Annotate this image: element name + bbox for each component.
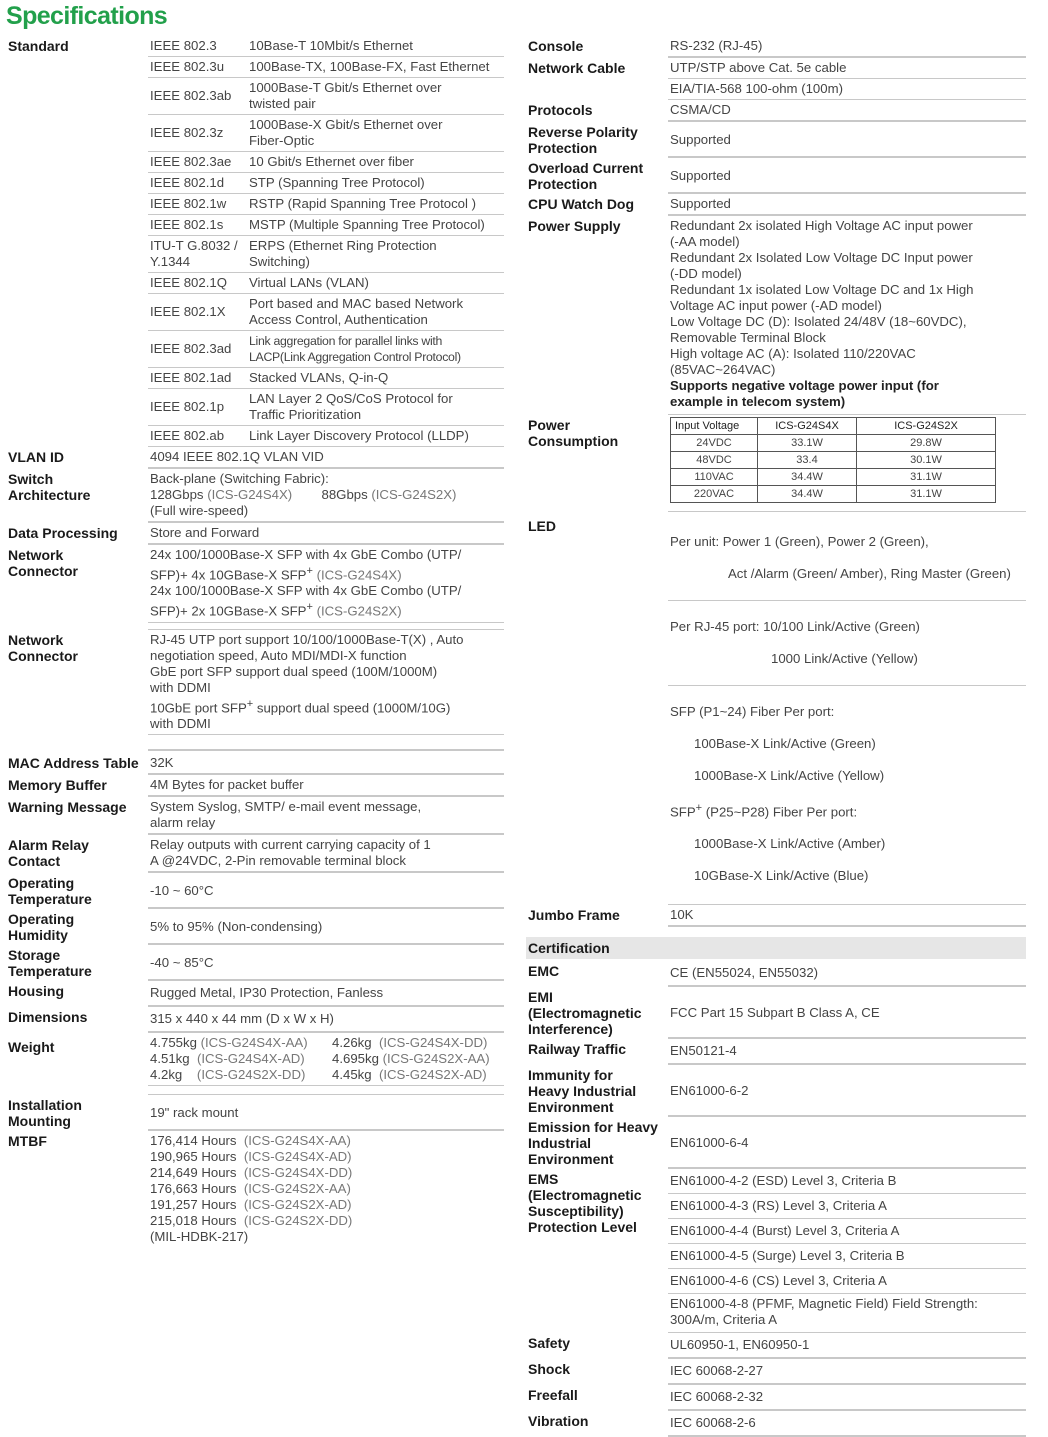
spec-label: Housing <box>8 983 64 1000</box>
standard-desc: Link aggregation for parallel links with LACP(Link Aggregation Control Protocol) <box>249 334 461 364</box>
spec-value: EN50121-4 <box>668 1039 1026 1064</box>
spec-value: Rugged Metal, IP30 Protection, Fanless <box>148 981 504 1006</box>
spec-value: Redundant 1x isolated Low Voltage DC and 1x High Voltage AC input power (-AD model) <box>670 282 974 313</box>
spec-row-emi <box>526 987 1026 1039</box>
bandwidth-value: 128Gbps <box>150 487 208 502</box>
table-header: Input Voltage <box>671 418 758 435</box>
weight-value: 4.695kg <box>332 1051 383 1067</box>
spec-label: Immunity for Heavy Industrial Environment <box>528 1067 637 1116</box>
spec-value: RJ-45 UTP port support 10/100/1000Base-T(X) , Auto negotiation speed, Auto MDI/MDI-X function <box>150 631 464 663</box>
standard-item <box>148 331 504 368</box>
plus-mark: + <box>246 697 254 710</box>
standard-code: IEEE 802.3 <box>150 38 217 53</box>
model-name: (ICS-G24S2X-AA) <box>243 1181 351 1197</box>
table-row <box>671 452 996 469</box>
spec-label: Operating Humidity <box>8 911 75 944</box>
mtbf-hours: 190,965 Hours <box>150 1149 244 1165</box>
weight-value: 4.45kg <box>332 1067 379 1083</box>
spec-row-storage-temp <box>6 945 504 981</box>
table-cell: 34.4W <box>758 486 857 503</box>
model-name: (ICS-G24S2X) <box>312 603 402 619</box>
standard-code: IEEE 802.1p <box>150 399 225 414</box>
spec-value: 315 x 440 x 44 mm (D x W x H) <box>148 1007 504 1032</box>
spec-row-housing <box>6 981 504 1007</box>
mtbf-hours: 176,414 Hours <box>150 1133 244 1149</box>
table-cell: 31.1W <box>857 469 996 486</box>
led-text: (P25~P28) Fiber Per port: <box>702 804 858 820</box>
standard-code: IEEE 802.3ae <box>150 154 232 169</box>
spec-value: UL60950-1, EN60950-1 <box>668 1333 1026 1358</box>
spec-value: EIA/TIA-568 100-ohm (100m) <box>668 79 1026 100</box>
spec-row-mtbf <box>6 1131 504 1247</box>
spec-label: CPU Watch Dog <box>528 196 635 212</box>
weight-item <box>150 1051 332 1067</box>
standard-desc: MSTP (Multiple Spanning Tree Protocol) <box>249 217 485 232</box>
spec-value: EN61000-6-4 <box>668 1117 1026 1168</box>
spec-value: High voltage AC (A): Isolated 110/220VAC (85VAC~264VAC) <box>670 346 916 377</box>
spec-row-jumbo <box>526 905 1026 927</box>
standard-item <box>148 236 504 273</box>
mtbf-list <box>148 1131 504 1247</box>
standard-code: IEEE 802.1X <box>150 304 226 319</box>
standard-code: IEEE 802.1s <box>150 217 224 232</box>
led-per-rj45 <box>668 601 1026 686</box>
weight-item <box>332 1067 504 1083</box>
spec-value: System Syslog, SMTP/ e-mail event message, alarm relay <box>148 797 504 834</box>
connector-desc: 24x 100/1000Base-X SFP with 4x GbE Combo (UTP/ SFP)+ 2x 10GBase-X SFP <box>150 583 462 619</box>
mtbf-item <box>150 1133 504 1149</box>
mtbf-item <box>150 1165 504 1181</box>
standard-code: IEEE 802.3ab <box>150 88 232 103</box>
mtbf-item <box>150 1149 504 1165</box>
connector-desc: 24x 100/1000Base-X SFP with 4x GbE Combo (UTP/ SFP)+ 4x 10GBase-X SFP <box>150 547 462 583</box>
model-name: (ICS-G24S2X-AD) <box>243 1197 352 1213</box>
spec-value: FCC Part 15 Subpart B Class A, CE <box>668 987 1026 1038</box>
spec-label: Vibration <box>528 1413 589 1430</box>
mtbf-hours: 191,257 Hours <box>150 1197 244 1213</box>
spec-value <box>148 487 504 503</box>
led-text: 1000 Link/Active (Yellow) <box>771 651 918 666</box>
bandwidth-value: 88Gbps <box>292 487 372 502</box>
spec-label: Alarm Relay Contact <box>8 837 89 870</box>
standard-code: IEEE 802.1Q <box>150 275 227 290</box>
spec-label: Operating Temperature <box>8 875 92 908</box>
standard-desc: Stacked VLANs, Q-in-Q <box>249 370 389 385</box>
spec-value <box>148 545 504 583</box>
spec-row-power-supply <box>526 216 1026 415</box>
standard-code: ITU-T G.8032 / Y.1344 <box>150 238 238 269</box>
spec-row-power-consumption <box>526 415 1026 512</box>
model-name: (ICS-G24S2X) <box>371 487 457 502</box>
table-cell: 34.4W <box>758 469 857 486</box>
led-per-unit <box>668 512 1026 601</box>
led-text: SFP (P1~24) Fiber Per port: <box>670 704 835 719</box>
spec-label: Power Consumption <box>528 417 619 449</box>
table-cell: 30.1W <box>857 452 996 469</box>
standard-item <box>148 215 504 236</box>
mtbf-item <box>150 1181 504 1197</box>
spec-value: Redundant 2x Isolated Low Voltage DC Input power (-DD model) <box>670 250 973 281</box>
spec-value <box>148 696 504 735</box>
spec-row-protocols <box>526 100 1026 122</box>
spec-value: CE (EN55024, EN55032) <box>668 961 1026 986</box>
spec-label: Warning Message <box>8 799 127 816</box>
table-row <box>671 469 996 486</box>
spec-label: Network Connector <box>8 631 78 664</box>
standard-item <box>148 426 504 447</box>
spec-value: Supported <box>668 158 1026 193</box>
weight-item <box>332 1051 504 1067</box>
spec-label: Shock <box>528 1361 571 1378</box>
spec-label: Network Connector <box>8 547 78 579</box>
spec-label: Switch Architecture <box>8 471 91 503</box>
weight-list <box>148 1033 504 1086</box>
port-desc: 10GbE port SFP <box>150 700 247 716</box>
spec-value: UTP/STP above Cat. 5e cable <box>668 58 1026 79</box>
spec-row-freefall <box>526 1385 1026 1411</box>
spec-value: Supported <box>668 122 1026 157</box>
spec-row-vibration <box>526 1411 1026 1437</box>
certification-header: Certification <box>526 937 1026 959</box>
model-name: (ICS-G24S4X-AA) <box>200 1035 308 1051</box>
standard-desc: 100Base-TX, 100Base-FX, Fast Ethernet <box>249 59 490 74</box>
spec-label: Console <box>528 38 584 54</box>
spec-label: EMC <box>528 963 560 980</box>
weight-item <box>332 1035 504 1051</box>
spec-row-op-humidity <box>6 909 504 945</box>
spec-row-weight <box>6 1033 504 1095</box>
spec-label: Emission for Heavy Industrial Environment <box>528 1119 658 1168</box>
spec-label: Weight <box>8 1039 55 1056</box>
spec-value: Relay outputs with current carrying capacity of 1 A @24VDC, 2-Pin removable terminal block <box>148 835 504 872</box>
spec-label: Standard <box>8 38 69 54</box>
spec-row-ems <box>526 1169 1026 1333</box>
spec-label: Power Supply <box>528 218 621 234</box>
spec-label: EMS (Electromagnetic Susceptibility) Protection Level <box>528 1171 642 1236</box>
standard-desc: STP (Spanning Tree Protocol) <box>249 175 425 190</box>
spec-label: Freefall <box>528 1387 578 1404</box>
model-name: (ICS-G24S4X-AD) <box>243 1149 352 1165</box>
table-header: ICS-G24S4X <box>758 418 857 435</box>
standard-item <box>148 173 504 194</box>
mtbf-hours: 214,649 Hours <box>150 1165 244 1181</box>
spec-value: 4M Bytes for packet buffer <box>148 775 504 796</box>
standard-desc: Link Layer Discovery Protocol (LLDP) <box>249 428 469 443</box>
mtbf-item <box>150 1197 504 1213</box>
standard-item <box>148 57 504 78</box>
spec-value: IEC 60068-2-32 <box>668 1385 1026 1410</box>
led-text: Act /Alarm (Green/ Amber), Ring Master (Green) <box>728 566 1011 581</box>
spec-label: Storage Temperature <box>8 947 92 980</box>
standard-item <box>148 368 504 389</box>
spec-row-vlan <box>6 447 504 469</box>
spec-label: Data Processing <box>8 525 118 541</box>
table-cell: 29.8W <box>857 435 996 452</box>
standard-item <box>148 152 504 173</box>
led-sfp <box>668 686 1026 900</box>
standard-code: IEEE 802.1d <box>150 175 225 190</box>
standard-desc: 10 Gbit/s Ethernet over fiber <box>249 154 414 169</box>
spec-value: Low Voltage DC (D): Isolated 24/48V (18~60VDC), Removable Terminal Block <box>670 314 967 345</box>
standard-item <box>148 36 504 57</box>
weight-item <box>150 1067 332 1083</box>
ems-item: EN61000-4-8 (PFMF, Magnetic Field) Field Strength: 300A/m, Criteria A <box>668 1294 1026 1333</box>
spec-label: MAC Address Table <box>8 755 139 772</box>
model-name: (ICS-G24S4X-AA) <box>243 1133 351 1149</box>
mtbf-hours: 176,663 Hours <box>150 1181 244 1197</box>
spec-value: IEC 60068-2-6 <box>668 1411 1026 1436</box>
spec-label: LED <box>528 518 556 534</box>
table-row <box>671 435 996 452</box>
model-name: (ICS-G24S4X-AD) <box>196 1051 305 1067</box>
spec-value: GbE port SFP support dual speed (100M/1000M) with DDMI <box>150 663 438 695</box>
standard-desc: 10Base-T 10Mbit/s Ethernet <box>249 38 413 53</box>
ems-item: EN61000-4-3 (RS) Level 3, Criteria A <box>668 1194 1026 1219</box>
spec-row-watchdog <box>526 194 1026 216</box>
model-name: (ICS-G24S4X-DD) <box>378 1035 488 1051</box>
weight-value: 4.26kg <box>332 1035 379 1051</box>
left-spec-column <box>6 36 504 1247</box>
table-cell: 220VAC <box>671 486 758 503</box>
mtbf-hours: 215,018 Hours <box>150 1213 244 1229</box>
table-cell: 110VAC <box>671 469 758 486</box>
standard-list <box>148 36 504 447</box>
plus-mark: + <box>695 802 703 814</box>
led-text: SFP <box>670 804 696 820</box>
plus-mark: + <box>306 565 313 577</box>
spec-row-op-temp <box>6 873 504 909</box>
spec-label: Dimensions <box>8 1009 88 1026</box>
spec-value: 19" rack mount <box>148 1095 504 1130</box>
spec-value: 4094 IEEE 802.1Q VLAN VID <box>148 447 504 468</box>
spec-value: IEC 60068-2-27 <box>668 1359 1026 1384</box>
model-name: (ICS-G24S2X-DD) <box>243 1213 353 1229</box>
spec-row-immunity <box>526 1065 1026 1117</box>
spec-value: 5% to 95% (Non-condensing) <box>148 909 504 944</box>
spec-row-standard <box>6 36 504 447</box>
standard-code: IEEE 802.1ad <box>150 370 232 385</box>
spec-row-led <box>526 512 1026 905</box>
spec-value <box>148 583 504 622</box>
right-spec-column <box>526 36 1026 1437</box>
spec-label: VLAN ID <box>8 449 64 465</box>
spec-row-network-cable <box>526 58 1026 100</box>
table-cell: 24VDC <box>671 435 758 452</box>
spec-label: Jumbo Frame <box>528 907 620 924</box>
plus-mark: + <box>306 601 313 614</box>
spec-label: MTBF <box>8 1133 47 1150</box>
standard-item <box>148 115 504 152</box>
mtbf-standard: (MIL-HDBK-217) <box>150 1229 249 1245</box>
spec-row-network-connector-2 <box>6 630 504 751</box>
table-cell: 33.4 <box>758 452 857 469</box>
spec-row-emission <box>526 1117 1026 1169</box>
spec-value: -40 ~ 85°C <box>148 945 504 980</box>
spec-label: Memory Buffer <box>8 777 107 794</box>
model-name: (ICS-G24S2X-DD) <box>196 1067 306 1083</box>
spec-row-safety <box>526 1333 1026 1359</box>
led-text: 10GBase-X Link/Active (Blue) <box>694 868 869 884</box>
standard-code: IEEE 802.ab <box>150 428 225 443</box>
table-header: ICS-G24S2X <box>857 418 996 435</box>
ems-item: EN61000-4-6 (CS) Level 3, Criteria A <box>668 1269 1026 1294</box>
table-header-row <box>671 418 996 435</box>
spec-row-mac <box>6 753 504 775</box>
standard-item <box>148 78 504 115</box>
standard-item <box>148 389 504 426</box>
spec-row-overload <box>526 158 1026 194</box>
led-text: 1000Base-X Link/Active (Yellow) <box>694 768 885 783</box>
spec-value: (Full wire-speed) <box>148 503 504 522</box>
standard-desc: Virtual LANs (VLAN) <box>249 275 369 290</box>
standard-item <box>148 273 504 294</box>
spec-row-emc <box>526 961 1026 987</box>
table-row <box>671 486 996 503</box>
ems-item: EN61000-4-2 (ESD) Level 3, Criteria B <box>668 1169 1026 1194</box>
mtbf-item <box>150 1213 504 1229</box>
standard-code: IEEE 802.1w <box>150 196 227 211</box>
spec-row-install <box>6 1095 504 1131</box>
power-consumption-table <box>670 417 996 503</box>
spec-value: RS-232 (RJ-45) <box>668 36 1026 57</box>
spec-row-switch-architecture <box>6 469 504 523</box>
standard-item <box>148 294 504 331</box>
port-desc: support dual speed (1000M/10G) with DDMI <box>150 700 451 732</box>
spec-label: Network Cable <box>528 60 626 76</box>
page-title: Specifications <box>6 2 168 30</box>
spec-value: 32K <box>148 753 504 774</box>
spec-row-console <box>526 36 1026 58</box>
standard-desc: 1000Base-X Gbit/s Ethernet over Fiber-Optic <box>249 117 443 148</box>
spec-value: -10 ~ 60°C <box>148 873 504 908</box>
led-text <box>670 800 1026 820</box>
spec-row-dimensions <box>6 1007 504 1033</box>
spec-row-railway <box>526 1039 1026 1065</box>
spec-value: CSMA/CD <box>668 100 1026 121</box>
standard-desc: LAN Layer 2 QoS/CoS Protocol for Traffic Prioritization <box>249 391 453 422</box>
table-cell: 31.1W <box>857 486 996 503</box>
standard-desc: 1000Base-T Gbit/s Ethernet over twisted pair <box>249 80 442 111</box>
led-text: Per RJ-45 port: 10/100 Link/Active (Green) <box>670 619 920 634</box>
led-text: 1000Base-X Link/Active (Amber) <box>694 836 886 852</box>
led-text: Per unit: Power 1 (Green), Power 2 (Green), <box>670 534 929 549</box>
spec-row-shock <box>526 1359 1026 1385</box>
spec-label: EMI (Electromagnetic Interference) <box>528 989 642 1038</box>
standard-item <box>148 194 504 215</box>
weight-value: 4.2kg <box>150 1067 197 1083</box>
standard-code: IEEE 802.3ad <box>150 341 232 356</box>
spec-value: Redundant 2x isolated High Voltage AC input power (-AA model) <box>670 218 973 249</box>
spec-value: Supported <box>668 194 1026 215</box>
spec-value: 10K <box>668 905 1026 926</box>
led-text: 100Base-X Link/Active (Green) <box>694 736 876 751</box>
spec-value: EN61000-6-2 <box>668 1065 1026 1116</box>
standard-desc: ERPS (Ethernet Ring Protection Switching) <box>249 238 437 269</box>
table-cell: 48VDC <box>671 452 758 469</box>
spec-row-alarm <box>6 835 504 873</box>
model-name: (ICS-G24S2X-AD) <box>378 1067 487 1083</box>
weight-value: 4.51kg <box>150 1051 197 1067</box>
ems-item: EN61000-4-5 (Surge) Level 3, Criteria B <box>668 1244 1026 1269</box>
standard-code: IEEE 802.3u <box>150 59 225 74</box>
standard-desc: Port based and MAC based Network Access Control, Authentication <box>249 296 464 327</box>
model-name: (ICS-G24S4X-DD) <box>243 1165 353 1181</box>
spec-label: Reverse Polarity Protection <box>528 124 638 156</box>
spec-row-memory <box>6 775 504 797</box>
spec-label: Railway Traffic <box>528 1041 627 1058</box>
spec-value: Back-plane (Switching Fabric): <box>150 471 329 486</box>
model-name: (ICS-G24S2X-AA) <box>382 1051 490 1067</box>
spec-label: Overload Current Protection <box>528 160 644 192</box>
spec-row-warning <box>6 797 504 835</box>
weight-item <box>150 1035 332 1051</box>
spec-label: Safety <box>528 1335 571 1352</box>
ems-item: EN61000-4-4 (Burst) Level 3, Criteria A <box>668 1219 1026 1244</box>
model-name: (ICS-G24S4X) <box>207 487 293 502</box>
spec-value: Store and Forward <box>148 523 504 544</box>
weight-value: 4.755kg <box>150 1035 201 1051</box>
table-cell: 33.1W <box>758 435 857 452</box>
spec-label: Protocols <box>528 102 593 118</box>
standard-code: IEEE 802.3z <box>150 125 224 140</box>
standard-desc: RSTP (Rapid Spanning Tree Protocol ) <box>249 196 476 211</box>
spec-label: Installation Mounting <box>8 1097 82 1130</box>
spec-row-reverse-polarity <box>526 122 1026 158</box>
spec-row-data-processing <box>6 523 504 545</box>
model-name: (ICS-G24S4X) <box>312 567 402 583</box>
spec-row-network-connector-1 <box>6 545 504 630</box>
spec-value: Supports negative voltage power input (for example in telecom system) <box>670 378 939 409</box>
